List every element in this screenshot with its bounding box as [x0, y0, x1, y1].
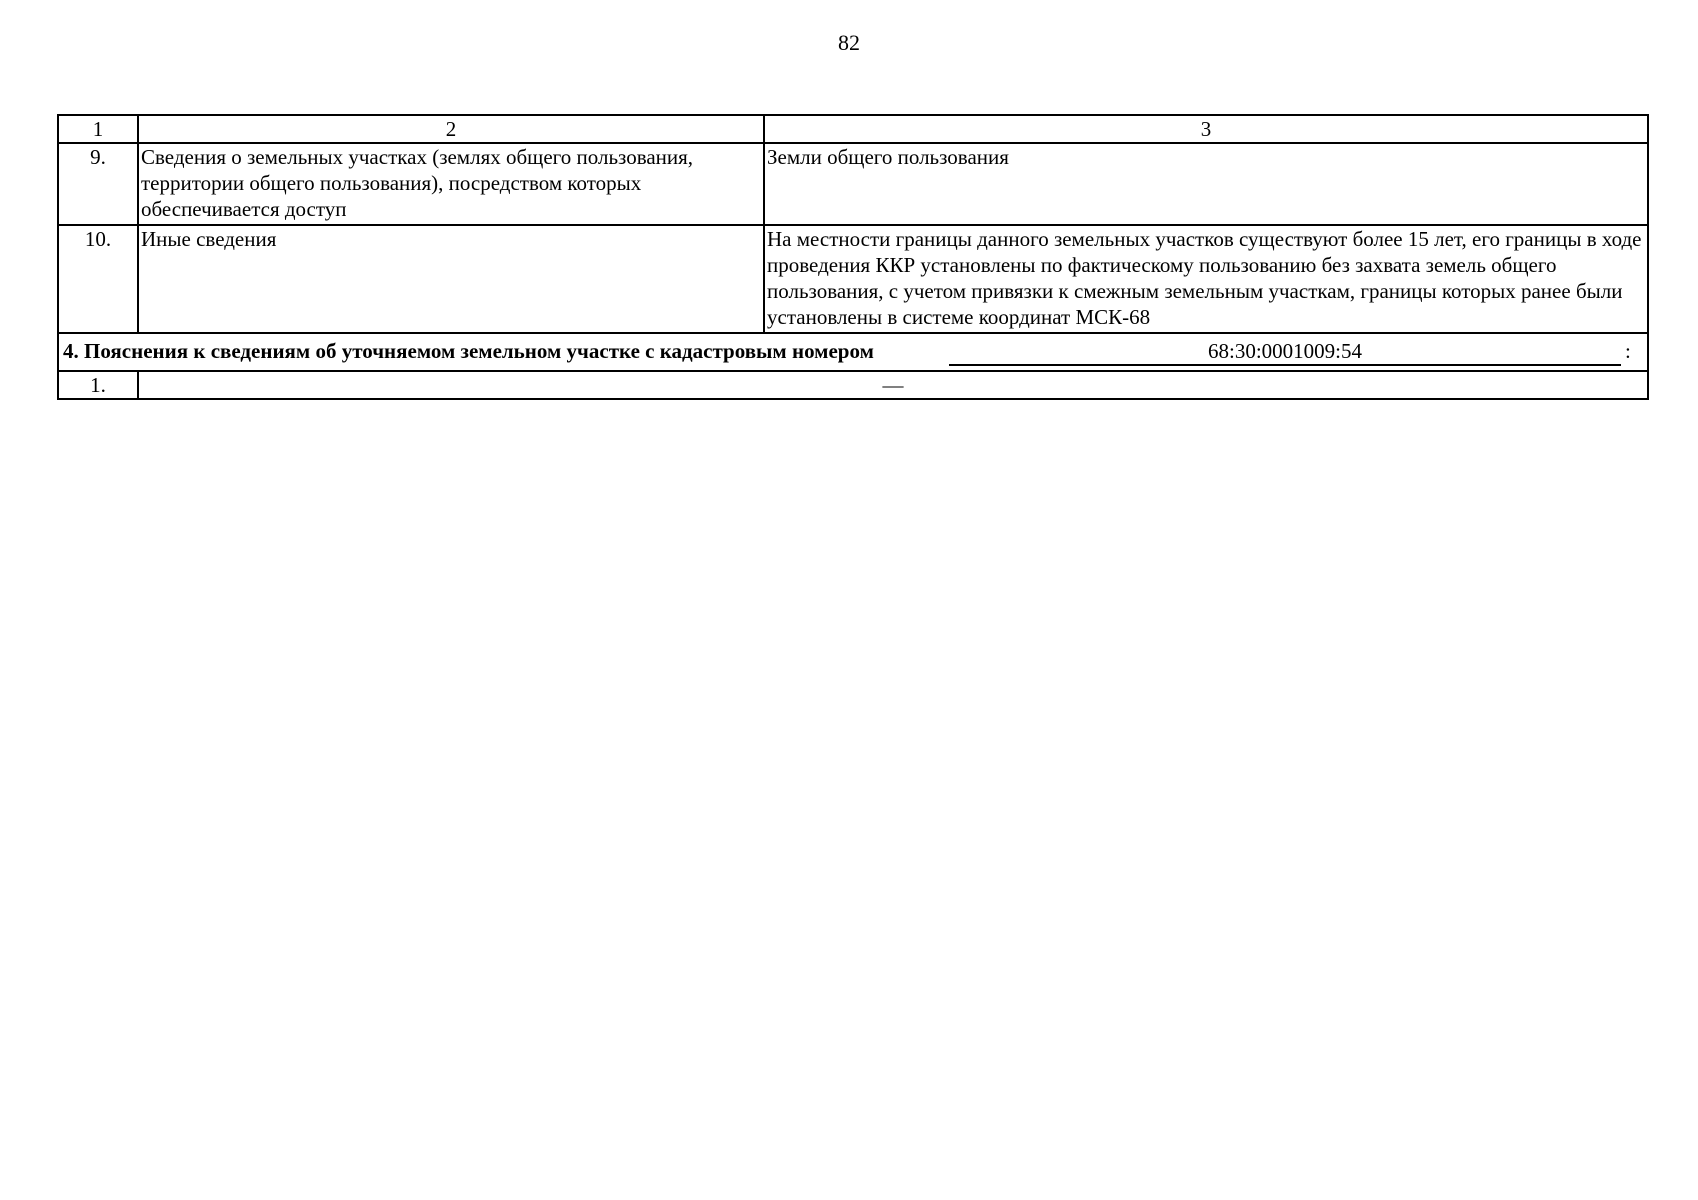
cadastral-number: 68:30:0001009:54	[949, 338, 1621, 366]
column-number-1: 1	[58, 115, 138, 143]
page-number: 82	[838, 30, 860, 55]
section-heading-cell	[58, 333, 1648, 371]
column-number-3: 3	[764, 115, 1648, 143]
table-row	[58, 143, 1648, 225]
row-value: —	[138, 371, 1648, 399]
table-row	[58, 225, 1648, 333]
row-value: Земли общего пользования	[764, 143, 1648, 225]
cadastral-info-table	[57, 114, 1649, 400]
row-value: На местности границы данного земельных участков существуют более 15 лет, его границы в ходе проведения ККР установлены по фактическому пользованию без захвата земель общего пользования, с учетом привязки к смежным земельным участкам, границы которых ранее были установлены в системе координат МСК-68	[764, 225, 1648, 333]
section-title: 4. Пояснения к сведениям об уточняемом земельном участке с кадастровым номером	[63, 339, 874, 363]
row-number: 1.	[58, 371, 138, 399]
row-label: Иные сведения	[138, 225, 764, 333]
row-number: 9.	[58, 143, 138, 225]
table-header-row	[58, 115, 1648, 143]
table-row	[58, 371, 1648, 399]
section-heading-row	[58, 333, 1648, 371]
row-label: Сведения о земельных участках (землях общего пользования, территории общего пользования), посредством которых обеспечивается доступ	[138, 143, 764, 225]
section-colon: :	[1625, 339, 1631, 363]
column-number-2: 2	[138, 115, 764, 143]
row-number: 10.	[58, 225, 138, 333]
